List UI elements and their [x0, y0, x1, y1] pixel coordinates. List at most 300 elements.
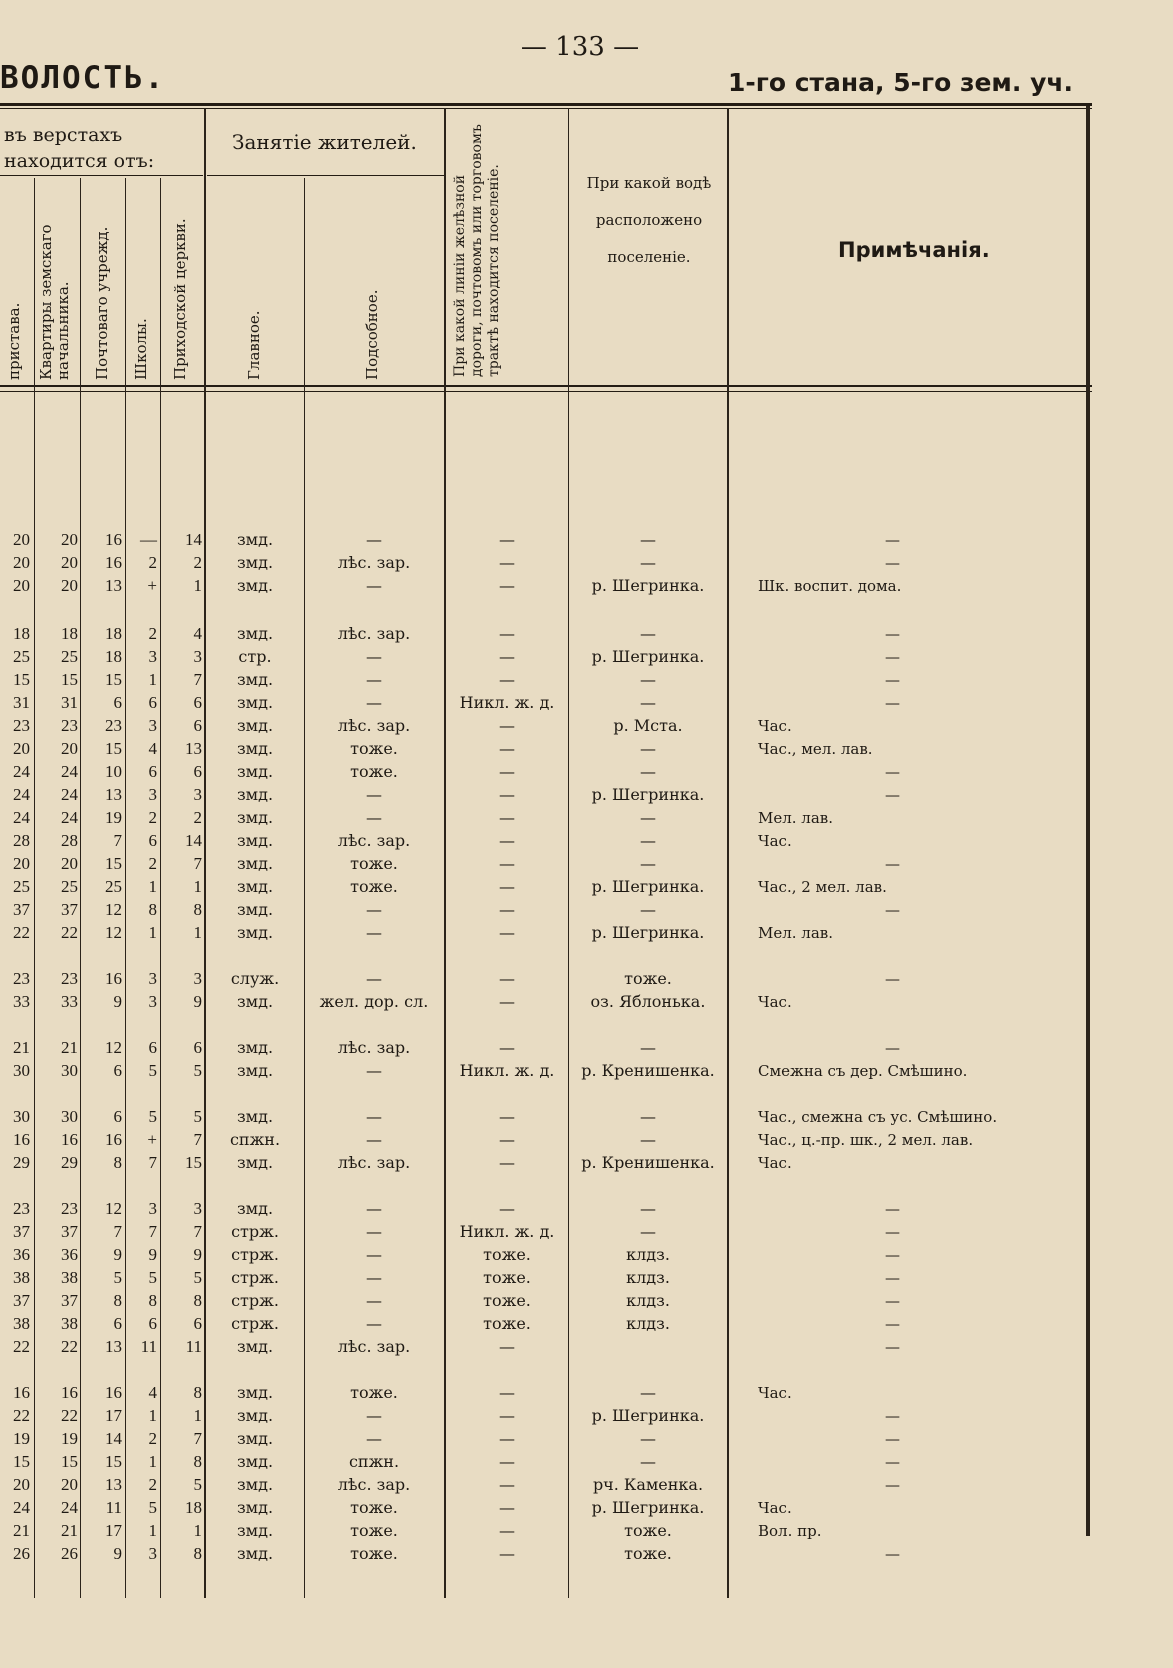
cell-water: р. Шегринка.	[591, 1498, 705, 1517]
cell-main: змд.	[236, 1153, 274, 1172]
top-rule	[0, 103, 1092, 106]
cell-post: 9	[113, 1544, 122, 1563]
cell-rail: —	[499, 576, 515, 595]
cell-post: 6	[113, 1314, 122, 1333]
cell-notes: —	[885, 1200, 900, 1218]
cell-notes: —	[885, 763, 900, 781]
cell-zemsky: 31	[61, 693, 78, 712]
cell-water: р. Шегринка.	[591, 1406, 705, 1425]
cell-church: 5	[193, 1107, 202, 1126]
cell-aux: —	[366, 808, 382, 827]
cell-aux: —	[366, 576, 382, 595]
cell-church: 8	[193, 1291, 202, 1310]
cell-post: 6	[113, 1107, 122, 1126]
cell-zemsky: 20	[61, 1475, 78, 1494]
cell-water: тоже.	[624, 1521, 672, 1540]
cell-pristav: 30	[13, 1107, 30, 1126]
cell-notes: Час., 2 мел. лав.	[758, 878, 887, 896]
cell-school: 6	[148, 1314, 157, 1333]
cell-school: +	[147, 576, 157, 595]
cell-main: змд.	[236, 1107, 274, 1126]
col-line	[80, 178, 81, 1598]
cell-main: змд.	[236, 1544, 274, 1563]
cell-notes: —	[885, 786, 900, 804]
cell-water: клдз.	[626, 1291, 670, 1310]
cell-zemsky: 24	[61, 1498, 78, 1517]
cell-zemsky: 20	[61, 576, 78, 595]
cell-main: змд.	[236, 576, 274, 595]
cell-school: 3	[148, 1544, 157, 1563]
cell-aux: тоже.	[350, 877, 398, 896]
cell-aux: —	[366, 1107, 382, 1126]
cell-pristav: 20	[13, 739, 30, 758]
cell-post: 13	[105, 576, 122, 595]
cell-post: 15	[105, 854, 122, 873]
cell-main: змд.	[236, 1406, 274, 1425]
cell-post: 13	[105, 785, 122, 804]
cell-church: 3	[193, 969, 202, 988]
cell-pristav: 28	[13, 831, 30, 850]
cell-zemsky: 15	[61, 1452, 78, 1471]
cell-zemsky: 30	[61, 1061, 78, 1080]
cell-church: 2	[193, 808, 202, 827]
cell-main: змд.	[236, 1337, 274, 1356]
cell-post: 17	[105, 1406, 122, 1425]
cell-rail: Никл. ж. д.	[459, 1222, 555, 1241]
cell-zemsky: 21	[61, 1521, 78, 1540]
cell-church: 1	[193, 877, 202, 896]
cell-school: 3	[148, 969, 157, 988]
cell-church: 1	[193, 576, 202, 595]
cell-rail: —	[499, 900, 515, 919]
cell-zemsky: 24	[61, 762, 78, 781]
cell-post: 8	[113, 1153, 122, 1172]
cell-zemsky: 22	[61, 923, 78, 942]
cell-school: 4	[148, 739, 157, 758]
cell-main: служ.	[230, 969, 280, 988]
cell-pristav: 26	[13, 1544, 30, 1563]
cell-post: 16	[105, 969, 122, 988]
cell-water: тоже.	[624, 1544, 672, 1563]
cell-rail: —	[499, 923, 515, 942]
cell-main: змд.	[236, 1475, 274, 1494]
cell-notes: —	[885, 625, 900, 643]
cell-aux: тоже.	[350, 1498, 398, 1517]
col-line	[304, 178, 305, 1598]
cell-church: 11	[185, 1337, 202, 1356]
cell-post: 12	[105, 923, 122, 942]
cell-church: 8	[193, 1452, 202, 1471]
cell-aux: —	[366, 670, 382, 689]
cell-main: змд.	[236, 1429, 274, 1448]
cell-church: 2	[193, 553, 202, 572]
cell-water: —	[640, 1429, 656, 1448]
cell-main: змд.	[236, 693, 274, 712]
page-number: — 133 —	[520, 32, 640, 62]
col-header-church: Приходской церкви.	[171, 218, 189, 380]
cell-pristav: 37	[13, 1222, 30, 1241]
cell-post: 16	[105, 1383, 122, 1402]
cell-zemsky: 22	[61, 1406, 78, 1425]
cell-school: 1	[148, 1406, 157, 1425]
cell-water: —	[640, 1452, 656, 1471]
cell-post: 18	[105, 647, 122, 666]
cell-zemsky: 36	[61, 1245, 78, 1264]
cell-aux: —	[366, 900, 382, 919]
cell-post: 12	[105, 1199, 122, 1218]
cell-main: змд.	[236, 808, 274, 827]
cell-school: 1	[148, 877, 157, 896]
cell-post: 8	[113, 1291, 122, 1310]
cell-aux: —	[366, 647, 382, 666]
cell-notes: —	[885, 855, 900, 873]
cell-notes: —	[885, 1545, 900, 1563]
cell-pristav: 24	[13, 1498, 30, 1517]
cell-aux: тоже.	[350, 1521, 398, 1540]
cell-school: +	[147, 1130, 157, 1149]
cell-main: змд.	[236, 923, 274, 942]
cell-pristav: 15	[13, 670, 30, 689]
cell-water: р. Шегринка.	[591, 647, 705, 666]
cell-pristav: 20	[13, 553, 30, 572]
cell-rail: —	[499, 530, 515, 549]
cell-pristav: 23	[13, 1199, 30, 1218]
volost-header: ВОЛОСТЬ.	[0, 60, 166, 96]
cell-school: 3	[148, 647, 157, 666]
cell-aux: —	[366, 1061, 382, 1080]
cell-church: 14	[185, 530, 202, 549]
cell-school: 1	[148, 670, 157, 689]
cell-church: 3	[193, 785, 202, 804]
cell-water: —	[640, 739, 656, 758]
cell-rail: —	[499, 1521, 515, 1540]
cell-church: 7	[193, 1222, 202, 1241]
cell-church: 18	[185, 1498, 202, 1517]
cell-aux: тоже.	[350, 739, 398, 758]
cell-water: клдз.	[626, 1245, 670, 1264]
cell-notes: —	[885, 531, 900, 549]
col-header-aux: Подсобное.	[363, 289, 381, 380]
cell-post: 11	[105, 1498, 122, 1517]
cell-aux: тоже.	[350, 1383, 398, 1402]
cell-school: 6	[148, 831, 157, 850]
cell-aux: лѣс. зар.	[337, 1153, 411, 1172]
cell-aux: —	[366, 1199, 382, 1218]
cell-post: 5	[113, 1268, 122, 1287]
cell-rail: —	[499, 1383, 515, 1402]
cell-water: рч. Каменка.	[592, 1475, 704, 1494]
cell-main: змд.	[236, 877, 274, 896]
cell-pristav: 21	[13, 1521, 30, 1540]
cell-water: —	[640, 1222, 656, 1241]
group-underline-occupation	[207, 175, 444, 176]
cell-post: 16	[105, 553, 122, 572]
cell-main: змд.	[236, 624, 274, 643]
cell-water: клдз.	[626, 1268, 670, 1287]
cell-notes: —	[885, 1338, 900, 1356]
cell-post: 6	[113, 693, 122, 712]
cell-pristav: 16	[13, 1383, 30, 1402]
cell-school: 5	[148, 1498, 157, 1517]
col-line	[444, 108, 446, 1598]
col-header-notes: Примѣчанія.	[838, 238, 990, 262]
cell-church: 8	[193, 1383, 202, 1402]
cell-rail: —	[499, 1429, 515, 1448]
cell-pristav: 37	[13, 1291, 30, 1310]
cell-zemsky: 24	[61, 808, 78, 827]
cell-aux: лѣс. зар.	[337, 1475, 411, 1494]
cell-church: 1	[193, 923, 202, 942]
cell-water: —	[640, 670, 656, 689]
cell-zemsky: 22	[61, 1337, 78, 1356]
cell-church: 8	[193, 1544, 202, 1563]
cell-school: 11	[140, 1337, 157, 1356]
cell-rail: тоже.	[483, 1314, 531, 1333]
cell-water: —	[640, 854, 656, 873]
cell-school: —	[140, 530, 157, 549]
cell-church: 5	[193, 1268, 202, 1287]
cell-notes: —	[885, 1292, 900, 1310]
cell-water: —	[640, 1130, 656, 1149]
cell-notes: —	[885, 1476, 900, 1494]
cell-aux: —	[366, 785, 382, 804]
cell-pristav: 23	[13, 969, 30, 988]
cell-aux: лѣс. зар.	[337, 1337, 411, 1356]
cell-aux: —	[366, 530, 382, 549]
col-header-rail: При какой линіи желѣзной дороги, почтовомъ или торговомъ трактѣ находится поселеніе.	[452, 124, 502, 377]
cell-main: змд.	[236, 1383, 274, 1402]
cell-zemsky: 15	[61, 670, 78, 689]
cell-school: 1	[148, 1452, 157, 1471]
cell-church: 6	[193, 1314, 202, 1333]
cell-water: р. Шегринка.	[591, 923, 705, 942]
header-bottom-rule	[0, 385, 1092, 387]
cell-zemsky: 23	[61, 716, 78, 735]
cell-pristav: 38	[13, 1314, 30, 1333]
cell-water: —	[640, 530, 656, 549]
cell-notes: Час., ц.-пр. шк., 2 мел. лав.	[758, 1131, 974, 1149]
cell-school: 3	[148, 1199, 157, 1218]
cell-aux: —	[366, 1222, 382, 1241]
cell-aux: спжн.	[348, 1452, 400, 1471]
cell-school: 3	[148, 785, 157, 804]
cell-post: 9	[113, 1245, 122, 1264]
cell-pristav: 15	[13, 1452, 30, 1471]
cell-school: 1	[148, 923, 157, 942]
cell-zemsky: 18	[61, 624, 78, 643]
cell-pristav: 20	[13, 854, 30, 873]
cell-water: —	[640, 1107, 656, 1126]
cell-aux: —	[366, 1130, 382, 1149]
cell-post: 15	[105, 670, 122, 689]
cell-rail: —	[499, 877, 515, 896]
cell-zemsky: 30	[61, 1107, 78, 1126]
cell-pristav: 19	[13, 1429, 30, 1448]
cell-notes: Час.	[758, 717, 792, 735]
cell-aux: —	[366, 1268, 382, 1287]
cell-rail: —	[499, 553, 515, 572]
cell-notes: Час.	[758, 1384, 792, 1402]
cell-post: 16	[105, 1130, 122, 1149]
cell-school: 6	[148, 762, 157, 781]
cell-church: 7	[193, 1130, 202, 1149]
cell-zemsky: 25	[61, 877, 78, 896]
cell-church: 4	[193, 624, 202, 643]
cell-main: стрж.	[231, 1314, 279, 1333]
cell-church: 5	[193, 1475, 202, 1494]
cell-pristav: 36	[13, 1245, 30, 1264]
cell-zemsky: 33	[61, 992, 78, 1011]
cell-school: 9	[148, 1245, 157, 1264]
cell-church: 5	[193, 1061, 202, 1080]
cell-school: 2	[148, 1429, 157, 1448]
col-header-pristav: пристава.	[5, 302, 23, 380]
cell-rail: тоже.	[483, 1245, 531, 1264]
cell-rail: —	[499, 1130, 515, 1149]
cell-notes: —	[885, 901, 900, 919]
cell-pristav: 30	[13, 1061, 30, 1080]
cell-notes: —	[885, 1246, 900, 1264]
cell-zemsky: 20	[61, 739, 78, 758]
cell-post: 18	[105, 624, 122, 643]
cell-aux: лѣс. зар.	[337, 553, 411, 572]
cell-post: 12	[105, 1038, 122, 1057]
cell-water: тоже.	[624, 969, 672, 988]
cell-main: стрж.	[231, 1291, 279, 1310]
cell-zemsky: 21	[61, 1038, 78, 1057]
cell-pristav: 24	[13, 785, 30, 804]
cell-notes: —	[885, 671, 900, 689]
cell-main: змд.	[236, 716, 274, 735]
cell-zemsky: 28	[61, 831, 78, 850]
cell-main: змд.	[236, 762, 274, 781]
cell-main: змд.	[236, 1521, 274, 1540]
cell-church: 6	[193, 716, 202, 735]
cell-school: 2	[148, 854, 157, 873]
col-header-water: При какой водѣ расположено поселеніе.	[586, 174, 712, 266]
cell-notes: Мел. лав.	[758, 809, 833, 827]
cell-rail: —	[499, 969, 515, 988]
cell-pristav: 24	[13, 808, 30, 827]
cell-water: —	[640, 808, 656, 827]
cell-main: змд.	[236, 1452, 274, 1471]
cell-zemsky: 37	[61, 1222, 78, 1241]
cell-main: змд.	[236, 1199, 274, 1218]
cell-water: —	[640, 624, 656, 643]
cell-post: 16	[105, 530, 122, 549]
cell-pristav: 20	[13, 576, 30, 595]
cell-church: 6	[193, 1038, 202, 1057]
cell-water: клдз.	[626, 1314, 670, 1333]
cell-rail: —	[499, 1337, 515, 1356]
group-underline-distance	[0, 175, 203, 176]
cell-school: 8	[148, 1291, 157, 1310]
cell-rail: —	[499, 1107, 515, 1126]
cell-rail: —	[499, 739, 515, 758]
cell-school: 2	[148, 553, 157, 572]
cell-water: р. Мста.	[613, 716, 683, 735]
cell-water: —	[640, 762, 656, 781]
cell-notes: —	[885, 648, 900, 666]
cell-pristav: 20	[13, 1475, 30, 1494]
cell-notes: —	[885, 1039, 900, 1057]
cell-pristav: 25	[13, 877, 30, 896]
cell-rail: —	[499, 762, 515, 781]
cell-notes: —	[885, 1269, 900, 1287]
cell-pristav: 22	[13, 1406, 30, 1425]
cell-aux: —	[366, 969, 382, 988]
cell-water: оз. Яблонька.	[590, 992, 706, 1011]
cell-pristav: 25	[13, 647, 30, 666]
col-header-zemsky: Квартиры земскаго начальника.	[37, 224, 72, 380]
cell-post: 25	[105, 877, 122, 896]
cell-water: р. Шегринка.	[591, 785, 705, 804]
cell-notes: —	[885, 694, 900, 712]
cell-rail: —	[499, 1038, 515, 1057]
cell-zemsky: 20	[61, 854, 78, 873]
cell-pristav: 16	[13, 1130, 30, 1149]
cell-main: змд.	[236, 785, 274, 804]
cell-post: 9	[113, 992, 122, 1011]
cell-notes: —	[885, 1223, 900, 1241]
cell-post: 15	[105, 739, 122, 758]
cell-water: —	[640, 553, 656, 572]
cell-rail: тоже.	[483, 1268, 531, 1287]
cell-church: 15	[185, 1153, 202, 1172]
cell-water: —	[640, 1199, 656, 1218]
col-header-post: Почтоваго учрежд.	[93, 226, 111, 380]
cell-church: 7	[193, 670, 202, 689]
cell-aux: —	[366, 1291, 382, 1310]
cell-rail: —	[499, 647, 515, 666]
cell-notes: Смежна съ дер. Смѣшино.	[758, 1062, 968, 1080]
cell-rail: тоже.	[483, 1291, 531, 1310]
cell-church: 3	[193, 647, 202, 666]
cell-notes: Час.	[758, 993, 792, 1011]
col-header-school: Школы.	[132, 318, 150, 380]
cell-pristav: 23	[13, 716, 30, 735]
cell-post: 6	[113, 1061, 122, 1080]
cell-church: 7	[193, 1429, 202, 1448]
cell-water: р. Шегринка.	[591, 576, 705, 595]
cell-pristav: 29	[13, 1153, 30, 1172]
cell-zemsky: 23	[61, 969, 78, 988]
cell-main: змд.	[236, 670, 274, 689]
cell-aux: лѣс. зар.	[337, 831, 411, 850]
cell-aux: лѣс. зар.	[337, 1038, 411, 1057]
cell-aux: лѣс. зар.	[337, 716, 411, 735]
cell-water: —	[640, 831, 656, 850]
cell-water: р. Шегринка.	[591, 877, 705, 896]
cell-main: стрж.	[231, 1268, 279, 1287]
cell-school: 5	[148, 1268, 157, 1287]
cell-church: 8	[193, 900, 202, 919]
distance-group-label: въ верстахъ находится отъ:	[4, 124, 155, 172]
cell-school: 2	[148, 1475, 157, 1494]
cell-school: 7	[148, 1153, 157, 1172]
cell-rail: —	[499, 1544, 515, 1563]
cell-church: 9	[193, 992, 202, 1011]
cell-rail: —	[499, 670, 515, 689]
cell-school: 3	[148, 992, 157, 1011]
cell-pristav: 21	[13, 1038, 30, 1057]
cell-pristav: 37	[13, 900, 30, 919]
cell-zemsky: 38	[61, 1268, 78, 1287]
cell-church: 14	[185, 831, 202, 850]
cell-zemsky: 24	[61, 785, 78, 804]
cell-notes: Мел. лав.	[758, 924, 833, 942]
cell-rail: —	[499, 1406, 515, 1425]
